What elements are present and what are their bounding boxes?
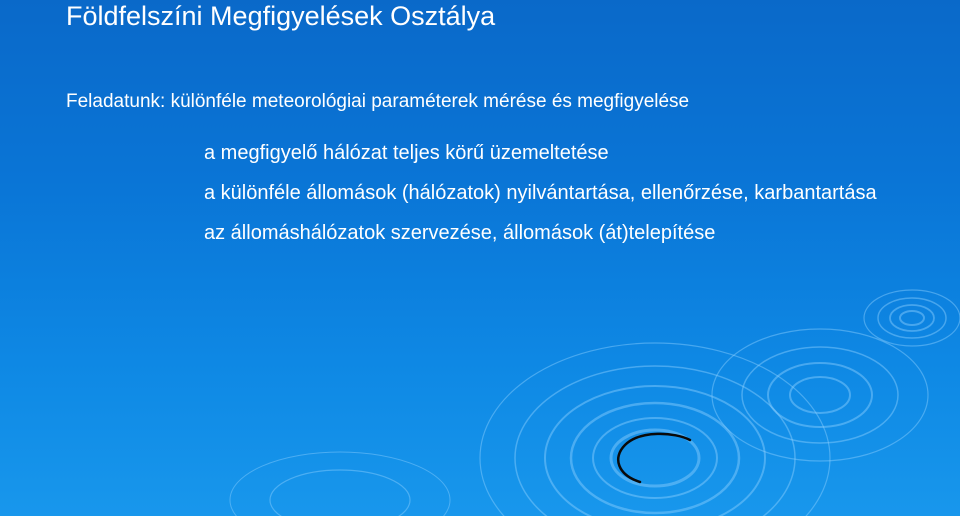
intro-text: Feladatunk: különféle meteorológiai paraméterek mérése és megfigyelése bbox=[66, 91, 690, 112]
task-item-station-registry: a különféle állomások (hálózatok) nyilvántartása, ellenőrzése, karbantartása bbox=[204, 182, 877, 204]
slide-title: Földfelszíni Megfigyelések Osztálya bbox=[66, 1, 496, 31]
task-item-network-operation: a megfigyelő hálózat teljes körű üzemeltetése bbox=[204, 142, 609, 164]
task-item-network-organization: az állomáshálózatok szervezése, állomások (át)telepítése bbox=[204, 222, 716, 244]
task-list bbox=[204, 138, 924, 258]
